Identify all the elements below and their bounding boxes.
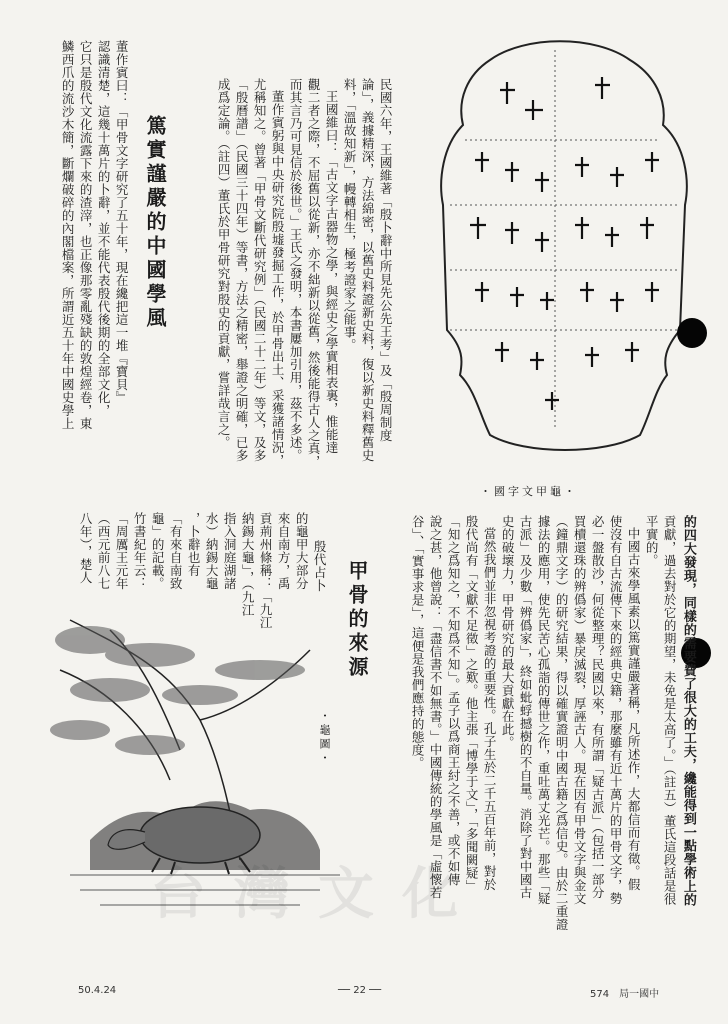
origin-col-6: 指入洞庭湖諸 — [222, 512, 238, 590]
intro-paragraph-col-7: 董作賓躬與中央研究院殷墟發掘工作，於甲骨出土、采獲諸情況， — [270, 90, 286, 467]
footer-page-number: ── 22 ── — [338, 985, 382, 996]
origin-col-13: （西元前八七 — [96, 512, 112, 590]
section-heading-scholarship: 篤實謹嚴的中國學風 — [143, 115, 167, 331]
origin-col-12: 「周厲王元年 — [114, 512, 130, 590]
middle-paragraph-col-6: 必一盤散沙，何從整理？民國以來，有所謂「疑古派」（包括一部分 — [590, 515, 606, 899]
intro-paragraph-col-3: 料，「溫故知新」，幔轉相生，極考證家之能事。 — [342, 78, 358, 352]
origin-col-14: 八年），楚人 — [78, 512, 94, 584]
middle-paragraph-col-14: 「知之爲知之，不知爲不知」。孟子以爲商王紂之不善，或不如傳 — [446, 515, 462, 886]
middle-paragraph-col-10: 古派」及少數「辨僞家」，終如蚍蜉撼樹的不自量。消除了對中國古 — [518, 515, 534, 899]
origin-col-7: 水）納錫大龜 — [204, 512, 220, 590]
turtle-shell-caption: ・國字文甲龜・ — [480, 485, 578, 498]
middle-paragraph-col-11: 史的破壞力，甲骨研究的最大貢獻在此。 — [500, 515, 516, 749]
origin-col-10: 龜」的記載。 — [150, 512, 166, 590]
intro-paragraph-col-1: 民國六年，王國維著「殷卜辭中所見先公先王考」及「殷周制度 — [378, 78, 394, 442]
intro-paragraph-col-9: 「殷曆譜」（民國三十四年）等書，方法之精密，舉證之明確，已多 — [234, 78, 250, 462]
middle-paragraph-col-1: 的四大發現，同樣的需要費了很大的工夫，纔能得到一點學術上的 — [680, 515, 696, 907]
intro-paragraph-col-6: 而其言乃可見信於後世。」王氏之發明，本書屢加引用，茲不多述。 — [288, 78, 304, 462]
quote-col-3: 它只是殷代文化流露下來的渣滓，也正像那零亂殘缺的敦煌經卷，東 — [78, 40, 94, 430]
quote-col-2: 認識清楚，這幾十萬片的卜辭，並不能代表殷代後期的全部文化， — [96, 40, 112, 417]
turtle-illustration-caption: ・龜圖・ — [317, 710, 331, 766]
turtle-shell-figure — [405, 30, 695, 460]
origin-col-3: 來自南方，禹 — [276, 512, 292, 590]
intro-paragraph-col-2: 論」，義據精深，方法綿密，以舊史料證新史料，復以新史料釋舊史 — [360, 78, 376, 462]
middle-paragraph-col-9: 據法的應用，使先民苦心孤詣的傳世之作，重吐萬丈光芒。那些「疑 — [536, 515, 552, 905]
quote-col-4: 鱗西爪的流沙木簡，斷爛破碎的內閣檔案，所謂近五十年中國史學上 — [60, 40, 76, 430]
origin-col-8: ，卜辭也有 — [186, 512, 202, 577]
middle-paragraph-col-7: 買櫝還珠的辨僞家）暴戾滅裂，厚誣古人。現在因有甲骨文字與金文 — [572, 515, 588, 905]
origin-col-11: 竹書紀年云： — [132, 512, 148, 590]
intro-paragraph-col-8: 尤稱知之。曾著「甲骨文斷代研究例」（民國二十二年）等文，及多 — [252, 78, 268, 462]
quote-col-1: 董作賓曰：「甲骨文字研究了五十年，現在纔把這一堆『寶貝』 — [114, 40, 130, 404]
middle-paragraph-col-2: 貢獻，過去對於它的期望，未免是太高了。」（註五）董氏這段話是很 — [662, 515, 678, 906]
origin-col-1: 殷代占卜 — [312, 540, 328, 592]
section-heading-origin: 甲骨的來源 — [345, 560, 369, 680]
origin-col-4: 貢荊州條稱：「九江 — [258, 512, 274, 629]
watermark: 台灣文化 — [150, 861, 486, 927]
origin-col-9: 「有來自南致 — [168, 512, 184, 590]
middle-paragraph-col-8: （鐘鼎文字）的研究結果，得以確實證明中國古籍之爲信史。由於二重證 — [554, 515, 570, 931]
middle-paragraph-col-5: 使沒有自古流傳下來的經典史籍，那麼雖有近十萬片的甲骨文字，勢 — [608, 515, 624, 905]
intro-paragraph-col-10: 成爲定論。（註四）董氏於甲骨研究對殷史的貢獻，嘗詳哉言之。 — [216, 78, 232, 449]
middle-paragraph-col-15: 說之甚，他曾說：「盡信書不如無書。」中國傳統的學風是「虛懷若 — [428, 515, 444, 899]
origin-col-2: 的龜甲大部分 — [294, 512, 310, 590]
intro-paragraph-col-4: 王國維曰：「古文字古器物之學，與經史之學實相表裏，惟能達 — [324, 90, 340, 454]
middle-paragraph-col-13: 殷代尚有「文獻不足徵」之歎。他主張「博學于文」，「多聞闕疑」 — [464, 515, 480, 893]
intro-paragraph-col-5: 觀二者之際，不屈舊以從新，亦不絀新以從舊，然後能得古人之真， — [306, 78, 322, 468]
punch-hole-top — [677, 318, 707, 348]
middle-paragraph-col-12: 當然我們並非忽視考證的重要性。孔子生於二千五百年前，對於 — [482, 527, 498, 891]
footer-date: 50.4.24 — [78, 985, 117, 996]
footer-journal: 574 局一國中 — [590, 989, 660, 1000]
middle-paragraph-col-4: 中國古來學風素以篤實謹嚴著稱，凡所述作，大都信而有徵。假 — [626, 527, 642, 891]
middle-paragraph-col-3: 平實的。 — [644, 515, 660, 567]
middle-paragraph-col-16: 谷」、「實事求是」，這便是我們應持的態度。 — [410, 515, 426, 770]
origin-col-5: 納錫大龜」，（九江 — [240, 512, 256, 617]
